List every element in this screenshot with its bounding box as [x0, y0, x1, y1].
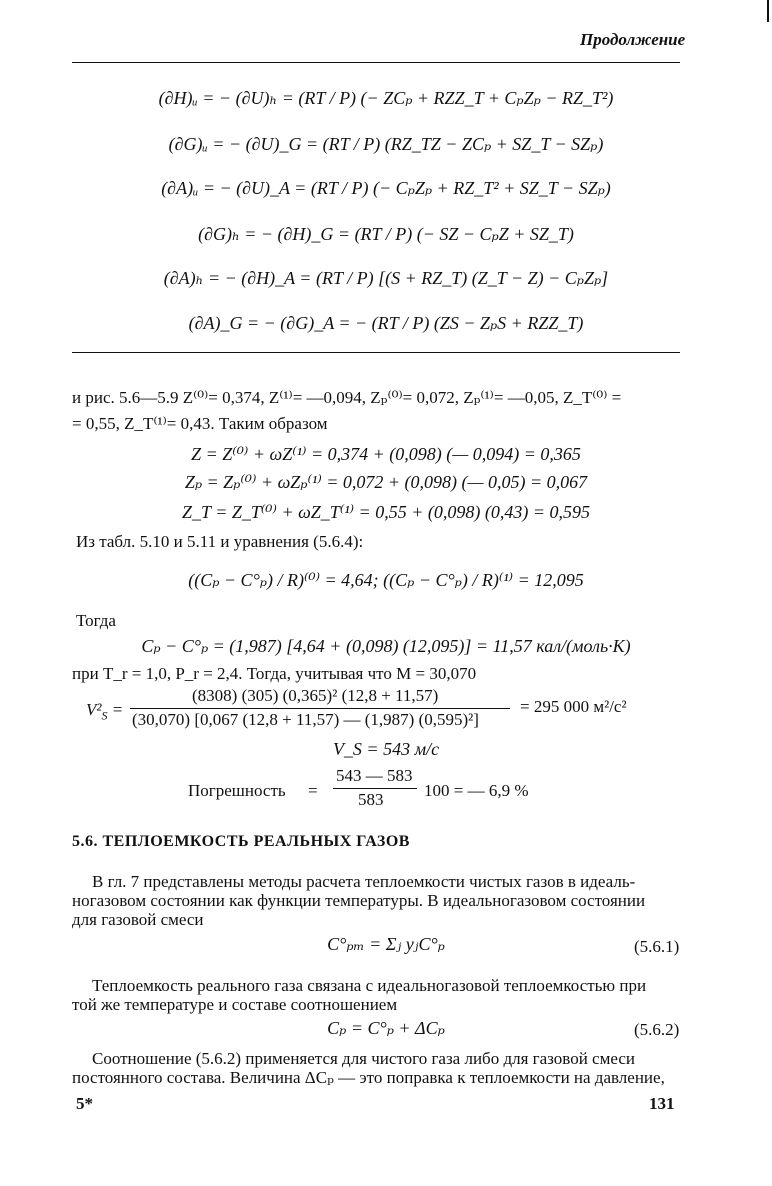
- equation-cp-ratio: ((Cₚ − C°ₚ) / R)⁽⁰⁾ = 4,64; ((Cₚ − C°ₚ) / R)⁽¹⁾ = 12,095: [188, 570, 584, 590]
- equation-5-6-2-number: (5.6.2): [634, 1020, 680, 1039]
- body-line-2: = 0,55, Z_T⁽¹⁾= 0,43. Таким образом: [72, 414, 328, 433]
- error-numerator: 543 — 583: [336, 766, 413, 785]
- error-label: Погрешность: [188, 781, 286, 800]
- section-heading: 5.6. ТЕПЛОЕМКОСТЬ РЕАЛЬНЫХ ГАЗОВ: [72, 833, 410, 850]
- page-edge-mark: [767, 0, 769, 22]
- vs2-fraction-bar: [130, 708, 510, 709]
- body-line-tr: при T_r = 1,0, P_r = 2,4. Тогда, учитывая что M = 30,070: [72, 664, 477, 683]
- vs2-result: = 295 000 м²/с²: [520, 697, 627, 716]
- table-equation-3: (∂A)ᵤ = − (∂U)_A = (RT / P) (− CₚZₚ + RZ_T² + SZ_T − SZₚ): [161, 178, 611, 198]
- vs2-symbol: $V^2_S$ =: [86, 700, 124, 723]
- body-line-1: и рис. 5.6—5.9 Z⁽⁰⁾= 0,374, Z⁽¹⁾= —0,094, Zₚ⁽⁰⁾= 0,072, Zₚ⁽¹⁾= —0,05, Z_T⁽⁰⁾ =: [72, 388, 622, 407]
- equation-zp: Zₚ = Zₚ⁽⁰⁾ + ωZₚ⁽¹⁾ = 0,072 + (0,098) (— 0,05) = 0,067: [184, 472, 588, 492]
- page-number: 131: [649, 1094, 675, 1113]
- then-text: Тогда: [76, 611, 116, 630]
- signature-mark: 5*: [76, 1094, 93, 1113]
- table-equation-5: (∂A)ₕ = − (∂H)_A = (RT / P) [(S + RZ_T) (Z_T − Z) − CₚZₚ]: [163, 268, 609, 288]
- error-equals: =: [308, 781, 318, 800]
- vs2-numerator: (8308) (305) (0,365)² (12,8 + 11,57): [192, 686, 439, 705]
- equation-cp: Cₚ − C°ₚ = (1,987) [4,64 + (0,098) (12,095)] = 11,57 кал/(моль·К): [141, 636, 631, 656]
- table-equation-6: (∂A)_G = − (∂G)_A = − (RT / P) (ZS − ZₚS + RZZ_T): [188, 313, 584, 333]
- equation-vs: V_S = 543 м/с: [332, 739, 440, 759]
- error-result: 100 = — 6,9 %: [424, 781, 529, 800]
- table-equation-1: (∂H)ᵤ = − (∂U)ₕ = (RT / P) (− ZCₚ + RZZ_T + CₚZₚ − RZ_T²): [158, 88, 614, 108]
- table-equation-4: (∂G)ₕ = − (∂H)_G = (RT / P) (− SZ − CₚZ + SZ_T): [198, 224, 574, 244]
- para3-line-2: постоянного состава. Величина ΔCₚ — это поправка к теплоемкости на давление,: [72, 1068, 665, 1087]
- equation-5-6-2: Cₚ = C°ₚ + ΔCₚ: [327, 1018, 445, 1038]
- para3-line-1: Соотношение (5.6.2) применяется для чистого газа либо для газовой смеси: [92, 1049, 635, 1068]
- table-top-rule: [72, 62, 680, 63]
- table-bottom-rule: [72, 352, 680, 353]
- from-tables-text: Из табл. 5.10 и 5.11 и уравнения (5.6.4):: [76, 532, 364, 551]
- error-denominator: 583: [358, 790, 384, 809]
- error-fraction-bar: [333, 788, 417, 789]
- vs2-denominator: (30,070) [0,067 (12,8 + 11,57) — (1,987) (0,595)²]: [132, 710, 479, 729]
- continuation-label: Продолжение: [580, 30, 686, 49]
- equation-zt: Z_T = Z_T⁽⁰⁾ + ωZ_T⁽¹⁾ = 0,55 + (0,098) (0,43) = 0,595: [182, 502, 590, 522]
- para2-line-2: той же температуре и составе соотношением: [72, 995, 398, 1014]
- equation-z: Z = Z⁽⁰⁾ + ωZ⁽¹⁾ = 0,374 + (0,098) (— 0,094) = 0,365: [191, 444, 581, 464]
- equation-5-6-1: C°ₚₘ = Σⱼ yⱼC°ₚ: [327, 934, 445, 954]
- para1-line-3: для газовой смеси: [72, 910, 204, 929]
- equation-5-6-1-number: (5.6.1): [634, 937, 680, 956]
- para2-line-1: Теплоемкость реального газа связана с идеальногазовой теплоемкостью при: [92, 976, 647, 995]
- para1-line-1: В гл. 7 представлены методы расчета теплоемкости чистых газов в идеаль-: [92, 872, 636, 891]
- para1-line-2: ногазовом состоянии как функции температуры. В идеальногазовом состоянии: [72, 891, 646, 910]
- table-equation-2: (∂G)ᵤ = − (∂U)_G = (RT / P) (RZ_TZ − ZCₚ + SZ_T − SZₚ): [168, 134, 604, 154]
